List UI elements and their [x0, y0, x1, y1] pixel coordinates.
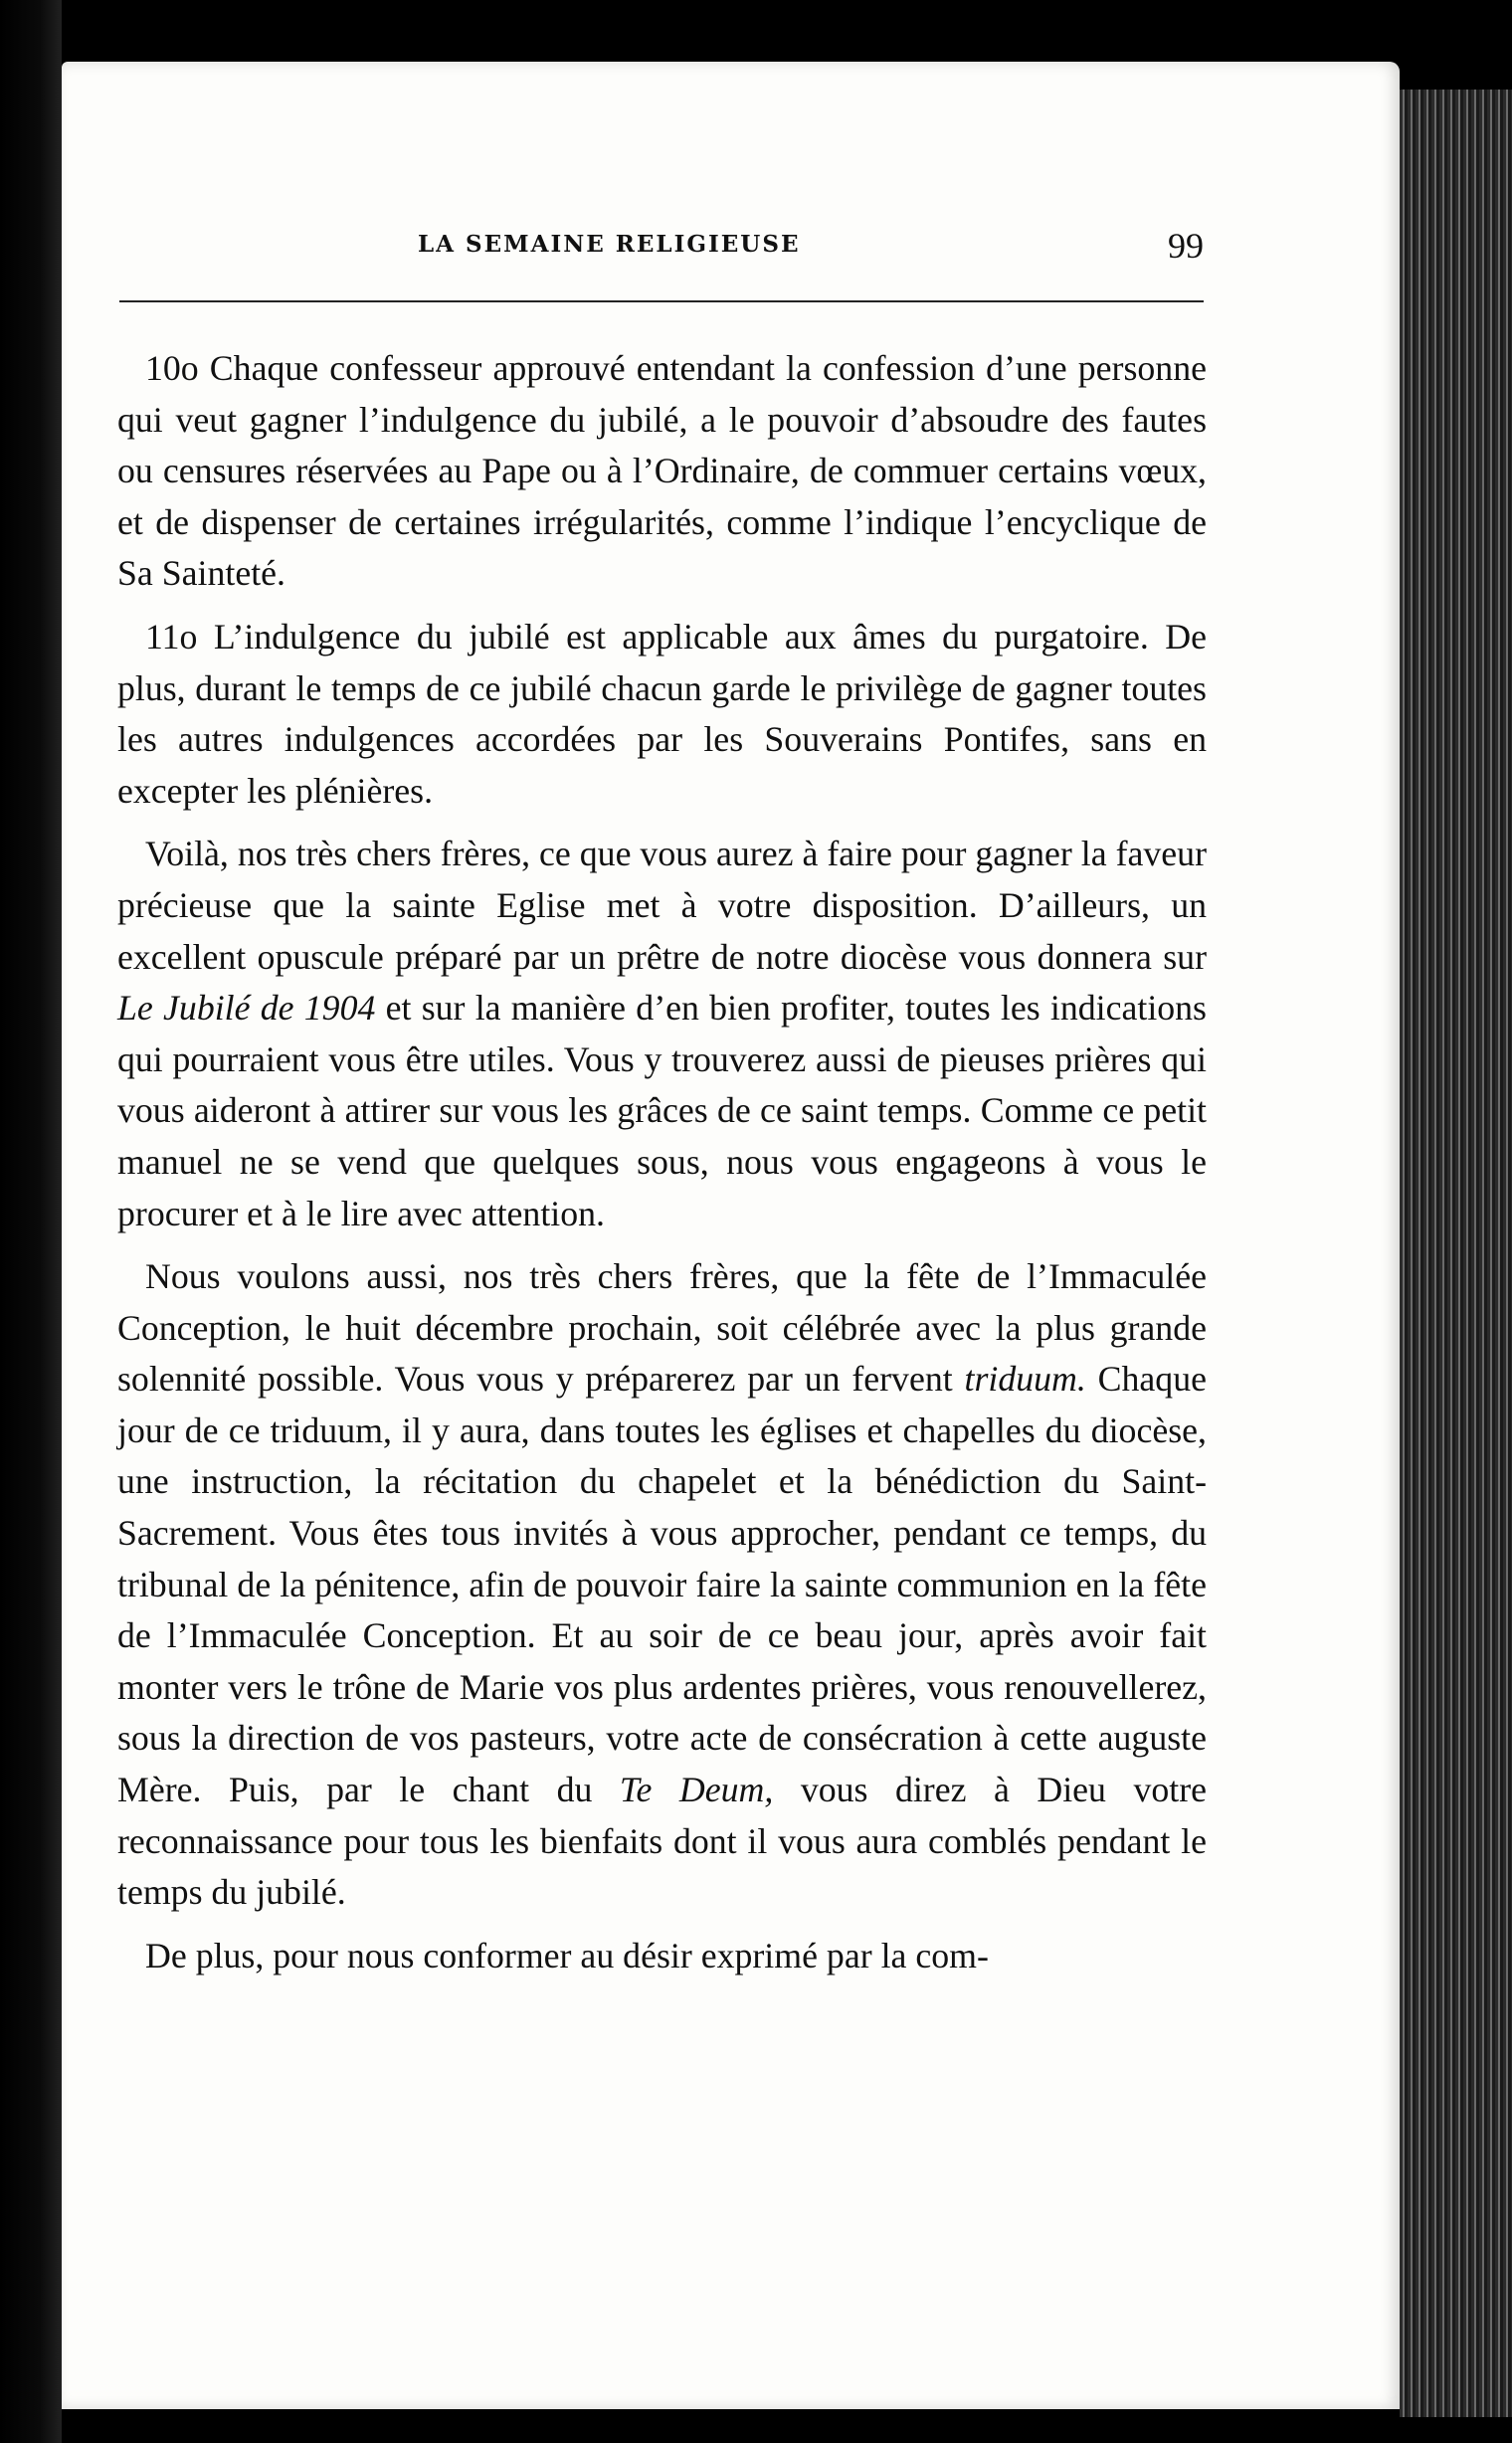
- header-rule: [119, 300, 1204, 302]
- paragraph-text: De plus, pour nous conformer au désir exprimé par la com-: [145, 1935, 989, 1975]
- paragraph-text: 10o Chaque confesseur approuvé entendant la confession d’une personne qui veut gagner l’indulgence du jubilé, a le pouvoir d’absoudre des fautes ou censures réservées au Pape ou à l’Ordinaire, de commuer certains vœux, et de dispenser de certaines irrégularités, comme l’indique l’encyclique de Sa Sainteté.: [117, 348, 1207, 594]
- paragraph-text: Voilà, nos très chers frères, ce que vous aurez à faire pour gagner la faveur précieuse que la sainte Eglise met à votre disposition. D’ailleurs, un excellent opuscule préparé par un prêtre de notre diocèse vous donnera sur: [117, 834, 1207, 977]
- paragraph-voila: [117, 829, 1207, 1239]
- paragraph-text: vous direz à Dieu votre reconnaissance pour tous les bienfaits dont il vous aura comblés pendant le temps du jubilé.: [117, 1770, 1207, 1913]
- paragraph-immaculee: [117, 1251, 1207, 1919]
- paragraph-item-10: [117, 343, 1207, 600]
- page-body: [117, 343, 1207, 1981]
- paragraph-de-plus: [117, 1931, 1207, 1982]
- running-head: LA SEMAINE RELIGIEUSE: [418, 231, 801, 258]
- paragraph-text: et sur la manière d’en bien profiter, toutes les indications qui pourraient vous être utiles. Vous y trouverez aussi de pieuses prières qui vous aideront à attirer sur vous les grâces de ce saint temps. Comme ce petit manuel ne se vend que quelques sous, nous vous engageons à vous le procurer et à le lire avec attention.: [117, 988, 1207, 1233]
- italic-term-triduum: triduum.: [964, 1359, 1086, 1400]
- paragraph-text: Chaque jour de ce triduum, il y aura, dans toutes les églises et chapelles du diocèse, une instruction, la récitation du chapelet et la bénédiction du Saint-Sacrement. Vous êtes tous invités à vous approcher, pendant ce temps, du tribunal de la pénitence, afin de pouvoir faire la sainte communion en la fête de l’Immaculée Conception. Et au soir de ce beau jour, après avoir fait monter vers le trône de Marie vos plus ardentes prières, vous renouvellerez, sous la direction de vos pasteurs, votre acte de consécration à cette auguste Mère. Puis, par le chant du: [117, 1359, 1207, 1810]
- italic-term-te-deum: Te Deum,: [619, 1770, 774, 1810]
- paragraph-text: Nous voulons aussi, nos très chers frères, que la fête de l’Immaculée Conception, le huit décembre prochain, soit célébrée avec la plus grande solennité possible. Vous vous y préparerez par un fervent: [117, 1256, 1207, 1400]
- page-header: [119, 225, 1204, 284]
- book-left-edge: [0, 0, 62, 2443]
- paragraph-text: 11o L’indulgence du jubilé est applicable aux âmes du purgatoire. De plus, durant le temps de ce jubilé chacun garde le privilège de gagner toutes les autres indulgences accordées par les Souverains Pontifes, sans en excepter les plénières.: [117, 616, 1207, 811]
- book-page-edges: [1400, 90, 1512, 2417]
- book-title: Le Jubilé de 1904: [117, 988, 376, 1029]
- page-number: 99: [1168, 226, 1204, 266]
- paragraph-item-11: [117, 612, 1207, 817]
